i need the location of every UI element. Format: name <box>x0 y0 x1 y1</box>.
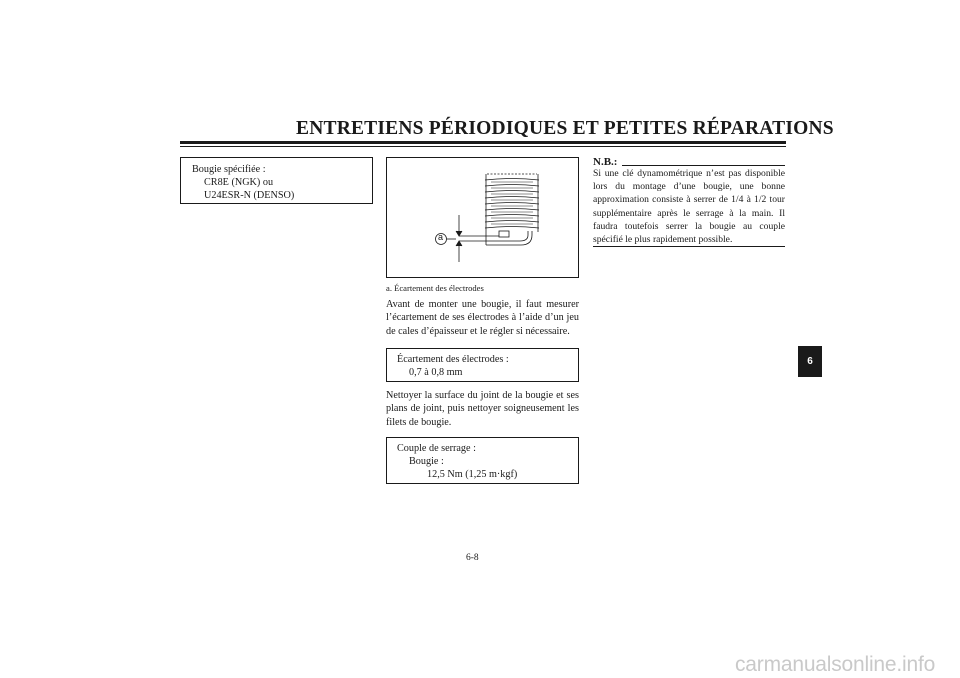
torque-spec-label: Couple de serrage : <box>397 443 476 454</box>
title-rule-thick <box>180 141 786 144</box>
clean-gasket-paragraph: Nettoyer la surface du joint de la bougie et ses plans de joint, puis nettoyer soigneusement les filets de bougie. <box>386 390 579 428</box>
note-rule-top <box>622 165 785 166</box>
spark-plug-spec-line-1: CR8E (NGK) ou <box>204 177 274 188</box>
spark-plug-spec-box <box>180 157 373 204</box>
spark-plug-spec-label: Bougie spécifiée : <box>192 164 266 175</box>
page-number: 6-8 <box>466 553 479 563</box>
torque-spec-value: 12,5 Nm (1,25 m·kgf) <box>427 469 518 480</box>
figure-caption: a. Écartement des électrodes <box>386 283 484 293</box>
gap-marker-label: a <box>438 232 444 242</box>
spark-plug-diagram <box>387 158 580 279</box>
electrode-gap-spec-label: Écartement des électrodes : <box>397 354 509 365</box>
electrode-gap-spec-box <box>386 348 579 382</box>
watermark: carmanualsonline.info <box>735 653 936 676</box>
spark-plug-spec-line-2: U24ESR-N (DENSO) <box>204 190 295 201</box>
electrode-gap-spec-value: 0,7 à 0,8 mm <box>409 367 463 378</box>
title-rule-thin <box>180 146 786 147</box>
torque-spec-box <box>386 437 579 484</box>
note-rule-bottom <box>593 246 785 247</box>
note-text: Si une clé dynamométrique n’est pas disponible lors du montage d’une bougie, une bonne approximation consiste à serrer de 1/4 à 1/2 tour supplémentaire après le serrage à la main. Il faudra toutefois serrer la bougie au couple spécifié le plus rapidement possible. <box>593 168 785 246</box>
measure-gap-paragraph: Avant de monter une bougie, il faut mesurer l’écartement de ses électrodes à l’aide d’un jeu de cales d’épaisseur et le régler si nécessaire. <box>386 299 579 337</box>
chapter-tab: 6 <box>798 346 822 377</box>
note-label: N.B.: <box>593 156 618 168</box>
electrode-gap-figure <box>386 157 579 278</box>
page-title: ENTRETIENS PÉRIODIQUES ET PETITES RÉPARATIONS <box>296 118 834 139</box>
torque-spec-item: Bougie : <box>409 456 444 467</box>
